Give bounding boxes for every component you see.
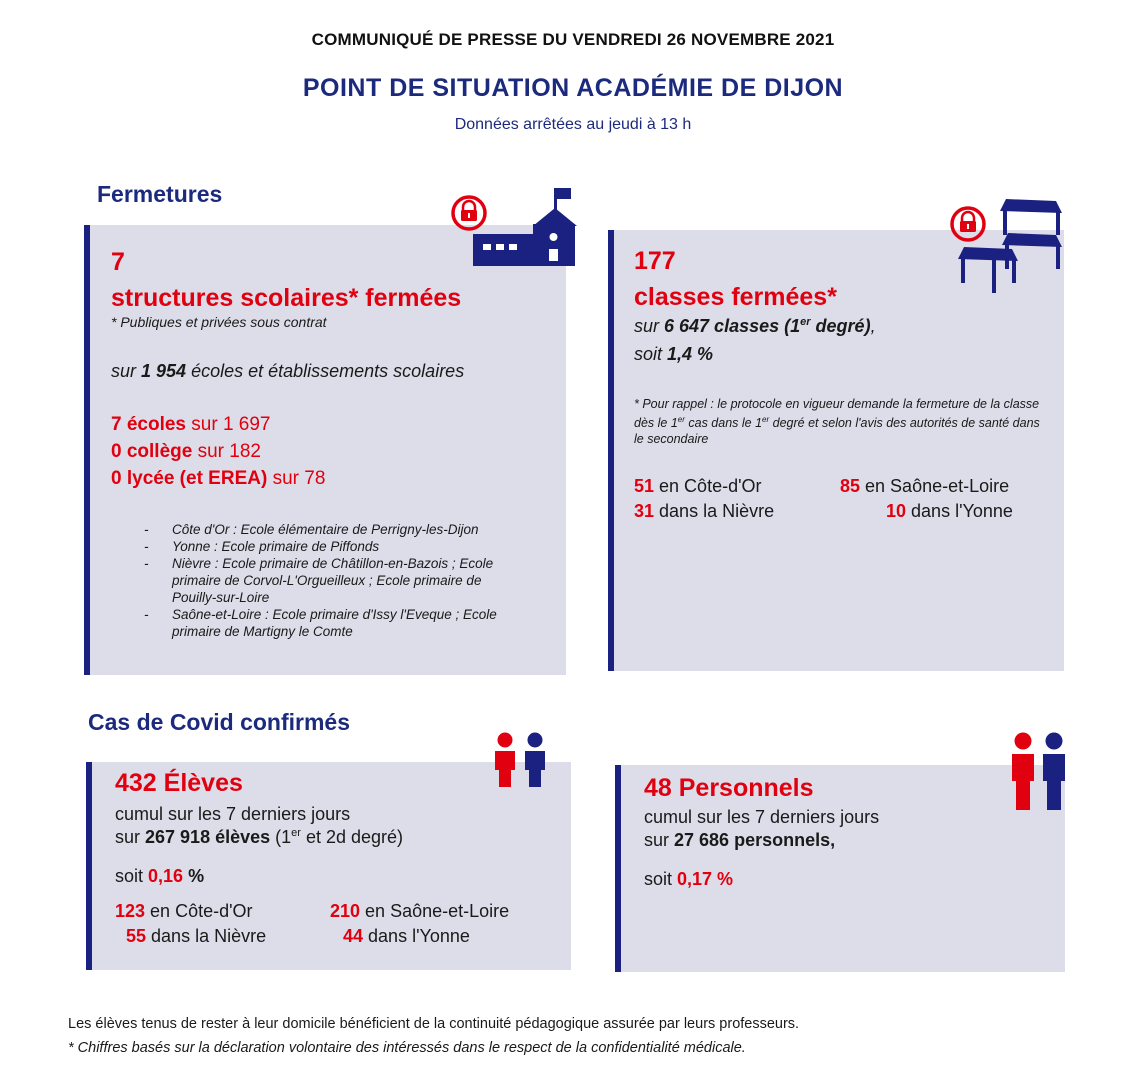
list-item: - Yonne : Ecole primaire de Piffonds — [144, 539, 380, 554]
lock-icon — [453, 197, 485, 229]
protocol-note: * Pour rappel : le protocole en vigueur demande la fermeture de la classe dès le 1er cas dans le 1er degré et selon l'avis des autorités de santé dans le secondaire — [634, 397, 1040, 447]
dept-cote-dor: 51 en Côte-d'Or — [634, 476, 762, 496]
eleves-total: sur 267 918 élèves (1er et 2d degré) — [115, 827, 404, 847]
eleves-cumul: cumul sur les 7 derniers jours — [115, 804, 351, 824]
closed-schools-list — [144, 521, 529, 640]
press-release-date: COMMUNIQUÉ DE PRESSE DU VENDREDI 26 NOVEMBRE 2021 — [311, 30, 835, 49]
breakdown-line: 7 écoles sur 1 697 — [111, 414, 271, 435]
people-icon — [492, 731, 548, 787]
dept-nievre: 31 dans la Nièvre — [634, 501, 775, 521]
personnels-total: sur 27 686 personnels, — [644, 830, 836, 850]
eleves-ratio: soit 0,16 % — [115, 866, 205, 886]
page-title: POINT DE SITUATION ACADÉMIE DE DIJON — [302, 74, 844, 102]
dept-cote-dor: 123 en Côte-d'Or — [115, 901, 253, 921]
structures-count: 7 — [111, 248, 125, 276]
structures-breakdown — [111, 411, 325, 492]
eleves-title: 432 Élèves — [115, 769, 243, 797]
desks-icon — [958, 199, 1062, 293]
section-heading-covid: Cas de Covid confirmés — [88, 709, 351, 735]
structures-footnote: * Publiques et privées sous contrat — [111, 314, 327, 330]
classes-total: sur 6 647 classes (1er degré), — [634, 316, 876, 336]
structures-label: structures scolaires* fermées — [111, 284, 462, 312]
dept-yonne: 10 dans l'Yonne — [886, 501, 1013, 521]
dept-nievre: 55 dans la Nièvre — [126, 926, 267, 946]
school-building-icon — [473, 188, 577, 266]
footer-note-continuity: Les élèves tenus de rester à leur domicile bénéficient de la continuité pédagogique assurée par leurs professeurs. — [68, 1016, 800, 1032]
personnels-ratio: soit 0,17 % — [644, 869, 734, 889]
dept-saone-et-loire: 210 en Saône-et-Loire — [330, 901, 510, 921]
breakdown-line: 0 collège sur 182 — [111, 441, 261, 462]
personnels-cumul: cumul sur les 7 derniers jours — [644, 807, 880, 827]
lock-icon — [952, 208, 984, 240]
page-subtitle: Données arrêtées au jeudi à 13 h — [454, 116, 692, 133]
classes-ratio: soit 1,4 % — [634, 344, 714, 364]
list-item: - Côte d'Or : Ecole élémentaire de Perrigny-les-Dijon — [144, 522, 479, 537]
list-item: - Saône-et-Loire : Ecole primaire d'Issy l'Eveque ; Ecole primaire de Martigny le Comte — [144, 607, 497, 639]
card-structures-fermees — [84, 225, 566, 675]
personnels-title: 48 Personnels — [644, 774, 814, 802]
breakdown-line: 0 lycée (et EREA) sur 78 — [111, 468, 326, 489]
dept-saone-et-loire: 85 en Saône-et-Loire — [840, 476, 1010, 496]
school-closed-icon — [449, 186, 579, 268]
section-heading-fermetures: Fermetures — [97, 181, 223, 207]
structures-total: sur 1 954 écoles et établissements scolaires — [111, 361, 465, 381]
classes-label: classes fermées* — [634, 283, 837, 311]
classes-closed-icon — [948, 197, 1064, 297]
footer-note-confidentiality: * Chiffres basés sur la déclaration volontaire des intéressés dans le respect de la confidentialité médicale. — [68, 1040, 746, 1056]
dept-yonne: 44 dans l'Yonne — [343, 926, 470, 946]
card-covid-personnels — [615, 765, 1065, 972]
list-item: - Nièvre : Ecole primaire de Châtillon-en-Bazois ; Ecole primaire de Corvol-L'Orgueilleux ; Ecole primaire de Pouilly-sur-Loire — [144, 556, 494, 605]
card-covid-eleves — [86, 762, 571, 970]
classes-count: 177 — [634, 247, 676, 275]
people-icon — [1010, 731, 1068, 811]
